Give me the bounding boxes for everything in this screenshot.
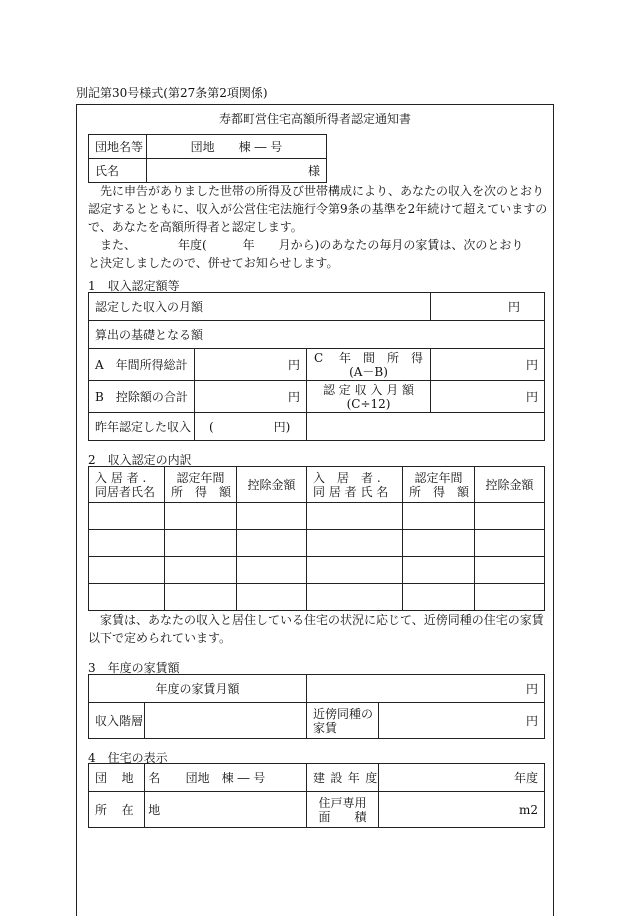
income-level-value: [145, 703, 307, 739]
income-table: [88, 292, 545, 441]
built-year-label: 建設年度: [307, 764, 379, 792]
rent-note: 家賃は、あなたの収入と居住している住宅の状況に応じて、近傍同種の住宅の家賃 以下で定められています。: [88, 613, 544, 645]
deduction-total-value: 円: [195, 381, 307, 413]
form-number-label: 別記第30号様式(第27条第2項関係): [76, 86, 268, 100]
nearby-rent-value: 円: [379, 703, 545, 739]
income-breakdown-table: [88, 466, 545, 611]
floor-area-value: m2: [379, 792, 545, 828]
annual-income-label: A 年間所得総計: [89, 349, 195, 381]
table-row: [89, 557, 545, 584]
rent-table: [88, 674, 545, 739]
monthly-rent-value: 円: [307, 675, 545, 703]
column-name-2: 入 居 者 . 同 居 者 氏 名: [307, 467, 403, 503]
complex-value: 団地 棟 ― 号: [147, 135, 327, 159]
column-name-1: 入 居 者 . 同居者氏名: [89, 467, 165, 503]
monthly-income-label: 認定した収入の月額: [89, 293, 431, 321]
income-level-label: 収入階層: [89, 703, 145, 739]
basis-label: 算出の基礎となる額: [89, 321, 545, 349]
floor-area-label: 住戸専用 面 積: [307, 792, 379, 828]
column-deduction-2: 控除金額: [475, 467, 545, 503]
table-row: [89, 584, 545, 611]
intro-paragraph: 先に申告がありました世帯の所得及び世帯構成により、あなたの収入を次のとおり 認定するとともに、収入が公営住宅法施行令第9条の基準を2年続けて超えていますの で、あなたを高額所得者と認定します。 また、 年度( 年 月から)のあなたの毎月の家賃は、次のとおり と決定しましたので、併せてお知らせします。: [88, 184, 548, 270]
section4-heading: 4 住宅の表示: [88, 751, 168, 765]
monthly-rent-label: 年度の家賃月額: [89, 675, 307, 703]
section3-heading: 3 年度の家賃額: [88, 661, 180, 675]
annual-net-label: C 年 間 所 得 (A－B): [307, 349, 431, 381]
built-year-value: 年度: [379, 764, 545, 792]
section2-heading: 2 収入認定の内訳: [88, 453, 192, 467]
monthly-recognized-value: 円: [431, 381, 545, 413]
recipient-table: [88, 134, 327, 183]
last-year-income-label: 昨年認定した収入: [89, 413, 195, 441]
table-row: [89, 530, 545, 557]
housing-complex-value: 団地 棟 ― 号: [145, 764, 307, 792]
name-label: 氏名: [89, 159, 147, 183]
monthly-recognized-label: 認 定 収 入 月 額 (C÷12): [307, 381, 431, 413]
table-row: [89, 503, 545, 530]
location-value: [145, 792, 307, 828]
nearby-rent-label: 近傍同種の 家賃: [307, 703, 379, 739]
housing-complex-label: 団 地 名: [89, 764, 145, 792]
column-income-1: 認定年間 所 得 額: [165, 467, 237, 503]
document-title: 寿都町営住宅高額所得者認定通知書: [218, 112, 411, 126]
deduction-total-label: B 控除額の合計: [89, 381, 195, 413]
column-deduction-1: 控除金額: [237, 467, 307, 503]
location-label: 所 在 地: [89, 792, 145, 828]
last-year-income-value: ( 円): [195, 413, 307, 441]
name-value: 様: [147, 159, 327, 183]
monthly-income-value: 円: [431, 293, 545, 321]
annual-income-value: 円: [195, 349, 307, 381]
annual-net-value: 円: [431, 349, 545, 381]
column-income-2: 認定年間 所 得 額: [403, 467, 475, 503]
section1-heading: 1 収入認定額等: [88, 279, 180, 293]
complex-label: 団地名等: [89, 135, 147, 159]
housing-table: [88, 763, 545, 828]
last-year-blank: [307, 413, 545, 441]
